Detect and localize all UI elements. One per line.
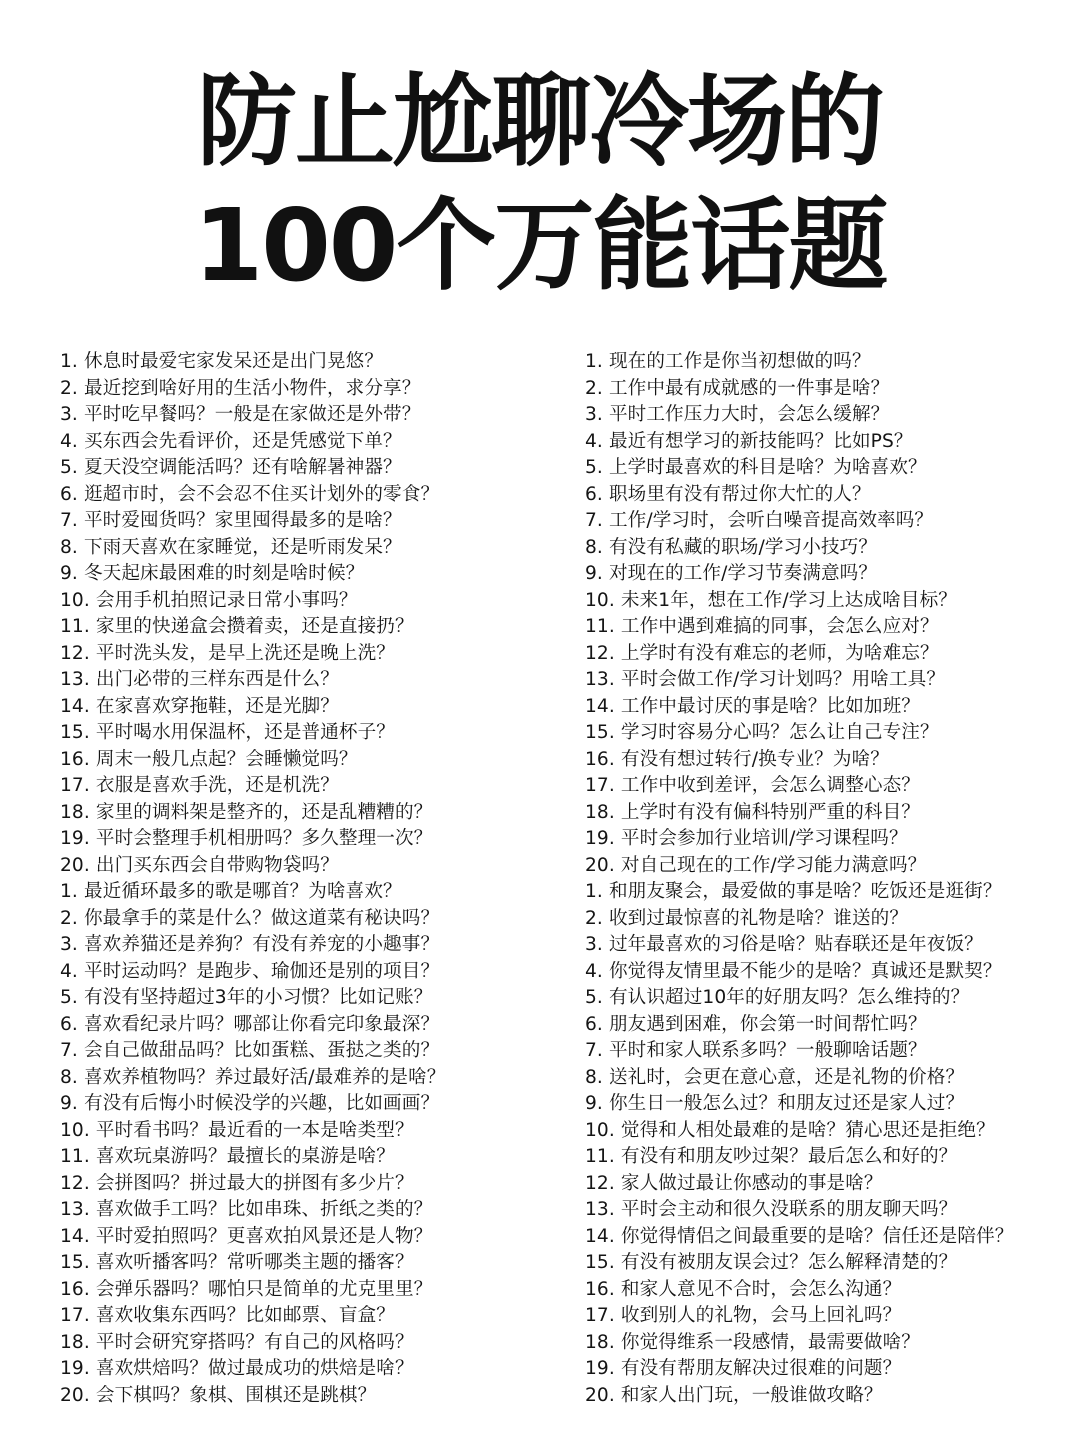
- topic-item: 19. 喜欢烘焙吗？做过最成功的烘焙是啥？: [60, 1358, 414, 1379]
- topic-item: 9. 有没有后悔小时候没学的兴趣，比如画画？: [60, 1093, 440, 1114]
- topic-item: 4. 平时运动吗？是跑步、瑜伽还是别的项目？: [60, 960, 440, 982]
- topic-item: 1. 现在的工作是你当初想做的吗？: [585, 351, 871, 372]
- topic-item: 1. 最近循环最多的歌是哪首？为啥喜欢？: [60, 881, 402, 902]
- topic-item: 15. 有没有被朋友误会过？怎么解释清楚的？: [585, 1252, 958, 1273]
- topic-item: 7. 工作/学习时，会听白噪音提高效率吗？: [585, 510, 934, 531]
- topic-item: 9. 对现在的工作/学习节奏满意吗？: [585, 563, 878, 584]
- topic-item: 8. 有没有私藏的职场/学习小技巧？: [585, 536, 878, 558]
- topic-item: 9. 冬天起床最困难的时刻是啥时候？: [60, 563, 365, 584]
- topic-item: 3. 喜欢养猫还是养狗？有没有养宠的小趣事？: [60, 934, 440, 955]
- topic-item: 5. 有认识超过10年的好朋友吗？怎么维持的？: [585, 987, 970, 1008]
- topic-item: 17. 衣服是喜欢手洗，还是机洗？: [60, 775, 339, 796]
- topic-item: 20. 对自己现在的工作/学习能力满意吗？: [585, 854, 927, 876]
- topic-item: 18. 平时会研究穿搭吗？有自己的风格吗？: [60, 1331, 414, 1353]
- topic-item: 19. 平时会参加行业培训/学习课程吗？: [585, 828, 908, 849]
- topic-item: 2. 工作中最有成就感的一件事是啥？: [585, 377, 890, 399]
- topic-item: 4. 最近有想学习的新技能吗？比如PS？: [585, 430, 913, 452]
- topic-item: 3. 平时工作压力大时，会怎么缓解？: [585, 404, 890, 425]
- topic-item: 8. 喜欢养植物吗？养过最好活/最难养的是啥？: [60, 1066, 446, 1088]
- topic-item: 5. 有没有坚持超过3年的小习惯？比如记账？: [60, 987, 433, 1008]
- topic-item: 13. 平时会做工作/学习计划吗？用啥工具？: [585, 669, 946, 690]
- topic-item: 18. 上学时有没有偏科特别严重的科目？: [585, 801, 920, 823]
- topic-item: 15. 喜欢听播客吗？常听哪类主题的播客？: [60, 1252, 414, 1273]
- topic-item: 8. 下雨天喜欢在家睡觉，还是听雨发呆？: [60, 536, 402, 558]
- topic-item: 10. 平时看书吗？最近看的一本是啥类型？: [60, 1119, 414, 1141]
- topic-item: 10. 会用手机拍照记录日常小事吗？: [60, 589, 358, 611]
- topic-item: 15. 学习时容易分心吗？怎么让自己专注？: [585, 722, 939, 743]
- topic-item: 4. 买东西会先看评价，还是凭感觉下单？: [60, 430, 402, 452]
- topic-item: 7. 平时和家人联系多吗？一般聊啥话题？: [585, 1040, 927, 1061]
- topic-item: 16. 周末一般几点起？会睡懒觉吗？: [60, 748, 358, 770]
- topic-item: 7. 会自己做甜品吗？比如蛋糕、蛋挞之类的？: [60, 1040, 440, 1061]
- topic-item: 6. 逛超市时，会不会忍不住买计划外的零食？: [60, 483, 440, 505]
- topic-item: 12. 会拼图吗？拼过最大的拼图有多少片？: [60, 1172, 414, 1194]
- topic-item: 11. 家里的快递盒会攒着卖，还是直接扔？: [60, 616, 414, 637]
- topic-item: 10. 未来1年，想在工作/学习上达成啥目标？: [585, 589, 957, 611]
- right-topic-list: [585, 349, 1075, 1409]
- topic-item: 12. 平时洗头发，是早上洗还是晚上洗？: [60, 642, 395, 664]
- topic-item: 14. 你觉得情侣之间最重要的是啥？信任还是陪伴？: [585, 1225, 1014, 1247]
- topic-item: 16. 会弹乐器吗？哪怕只是简单的尤克里里？: [60, 1278, 433, 1300]
- topic-item: 20. 出门买东西会自带购物袋吗？: [60, 854, 339, 876]
- topic-item: 8. 送礼时，会更在意心意，还是礼物的价格？: [585, 1066, 965, 1088]
- topic-item: 11. 工作中遇到难搞的同事，会怎么应对？: [585, 616, 939, 637]
- topic-item: 14. 在家喜欢穿拖鞋，还是光脚？: [60, 695, 339, 717]
- topic-item: 1. 休息时最爱宅家发呆还是出门晃悠？: [60, 351, 384, 372]
- page-header: [0, 60, 1080, 308]
- topic-item: 12. 上学时有没有难忘的老师，为啥难忘？: [585, 642, 939, 664]
- topic-item: 7. 平时爱囤货吗？家里囤得最多的是啥？: [60, 510, 402, 531]
- topic-item: 20. 和家人出门玩，一般谁做攻略？: [585, 1384, 883, 1406]
- title-line-2: 100个万能话题: [193, 187, 887, 304]
- topic-item: 3. 过年最喜欢的习俗是啥？贴春联还是年夜饭？: [585, 934, 983, 955]
- topic-item: 2. 你最拿手的菜是什么？做这道菜有秘诀吗？: [60, 907, 440, 929]
- topic-item: 18. 家里的调料架是整齐的，还是乱糟糟的？: [60, 801, 433, 823]
- topic-item: 1. 和朋友聚会，最爱做的事是啥？吃饭还是逛街？: [585, 881, 1002, 902]
- topic-item: 17. 工作中收到差评，会怎么调整心态？: [585, 775, 920, 796]
- topic-item: 10. 觉得和人相处最难的是啥？猜心思还是拒绝？: [585, 1119, 995, 1141]
- topic-item: 19. 平时会整理手机相册吗？多久整理一次？: [60, 828, 433, 849]
- topic-item: 17. 收到别人的礼物，会马上回礼吗？: [585, 1305, 902, 1326]
- topic-item: 17. 喜欢收集东西吗？比如邮票、盲盒？: [60, 1305, 395, 1326]
- topic-item: 3. 平时吃早餐吗？一般是在家做还是外带？: [60, 404, 421, 425]
- topic-item: 4. 你觉得友情里最不能少的是啥？真诚还是默契？: [585, 960, 1002, 982]
- topic-item: 11. 有没有和朋友吵过架？最后怎么和好的？: [585, 1146, 958, 1167]
- topic-item: 14. 平时爱拍照吗？更喜欢拍风景还是人物？: [60, 1225, 433, 1247]
- topic-item: 2. 收到过最惊喜的礼物是啥？谁送的？: [585, 907, 909, 929]
- topic-item: 6. 朋友遇到困难，你会第一时间帮忙吗？: [585, 1013, 927, 1035]
- topic-item: 6. 职场里有没有帮过你大忙的人？: [585, 483, 871, 505]
- left-topic-list: [60, 349, 560, 1409]
- topic-item: 5. 夏天没空调能活吗？还有啥解暑神器？: [60, 457, 402, 478]
- title-line-1: 防止尬聊冷场的: [197, 63, 883, 180]
- topic-item: 16. 有没有想过转行/换专业？为啥？: [585, 748, 889, 770]
- topic-item: 19. 有没有帮朋友解决过很难的问题？: [585, 1358, 902, 1379]
- topic-item: 16. 和家人意见不合时，会怎么沟通？: [585, 1278, 902, 1300]
- topic-item: 5. 上学时最喜欢的科目是啥？为啥喜欢？: [585, 457, 927, 478]
- topic-item: 11. 喜欢玩桌游吗？最擅长的桌游是啥？: [60, 1146, 395, 1167]
- topic-item: 9. 你生日一般怎么过？和朋友过还是家人过？: [585, 1093, 965, 1114]
- topic-item: 12. 家人做过最让你感动的事是啥？: [585, 1172, 883, 1194]
- topic-item: 2. 最近挖到啥好用的生活小物件，求分享？: [60, 377, 421, 399]
- topic-item: 6. 喜欢看纪录片吗？哪部让你看完印象最深？: [60, 1013, 440, 1035]
- topic-item: 15. 平时喝水用保温杯，还是普通杯子？: [60, 722, 395, 743]
- topic-item: 13. 出门必带的三样东西是什么？: [60, 669, 339, 690]
- topic-item: 20. 会下棋吗？象棋、围棋还是跳棋？: [60, 1384, 377, 1406]
- topic-item: 13. 喜欢做手工吗？比如串珠、折纸之类的？: [60, 1199, 433, 1220]
- topic-item: 13. 平时会主动和很久没联系的朋友聊天吗？: [585, 1199, 958, 1220]
- topic-item: 18. 你觉得维系一段感情，最需要做啥？: [585, 1331, 920, 1353]
- topic-item: 14. 工作中最讨厌的事是啥？比如加班？: [585, 695, 920, 717]
